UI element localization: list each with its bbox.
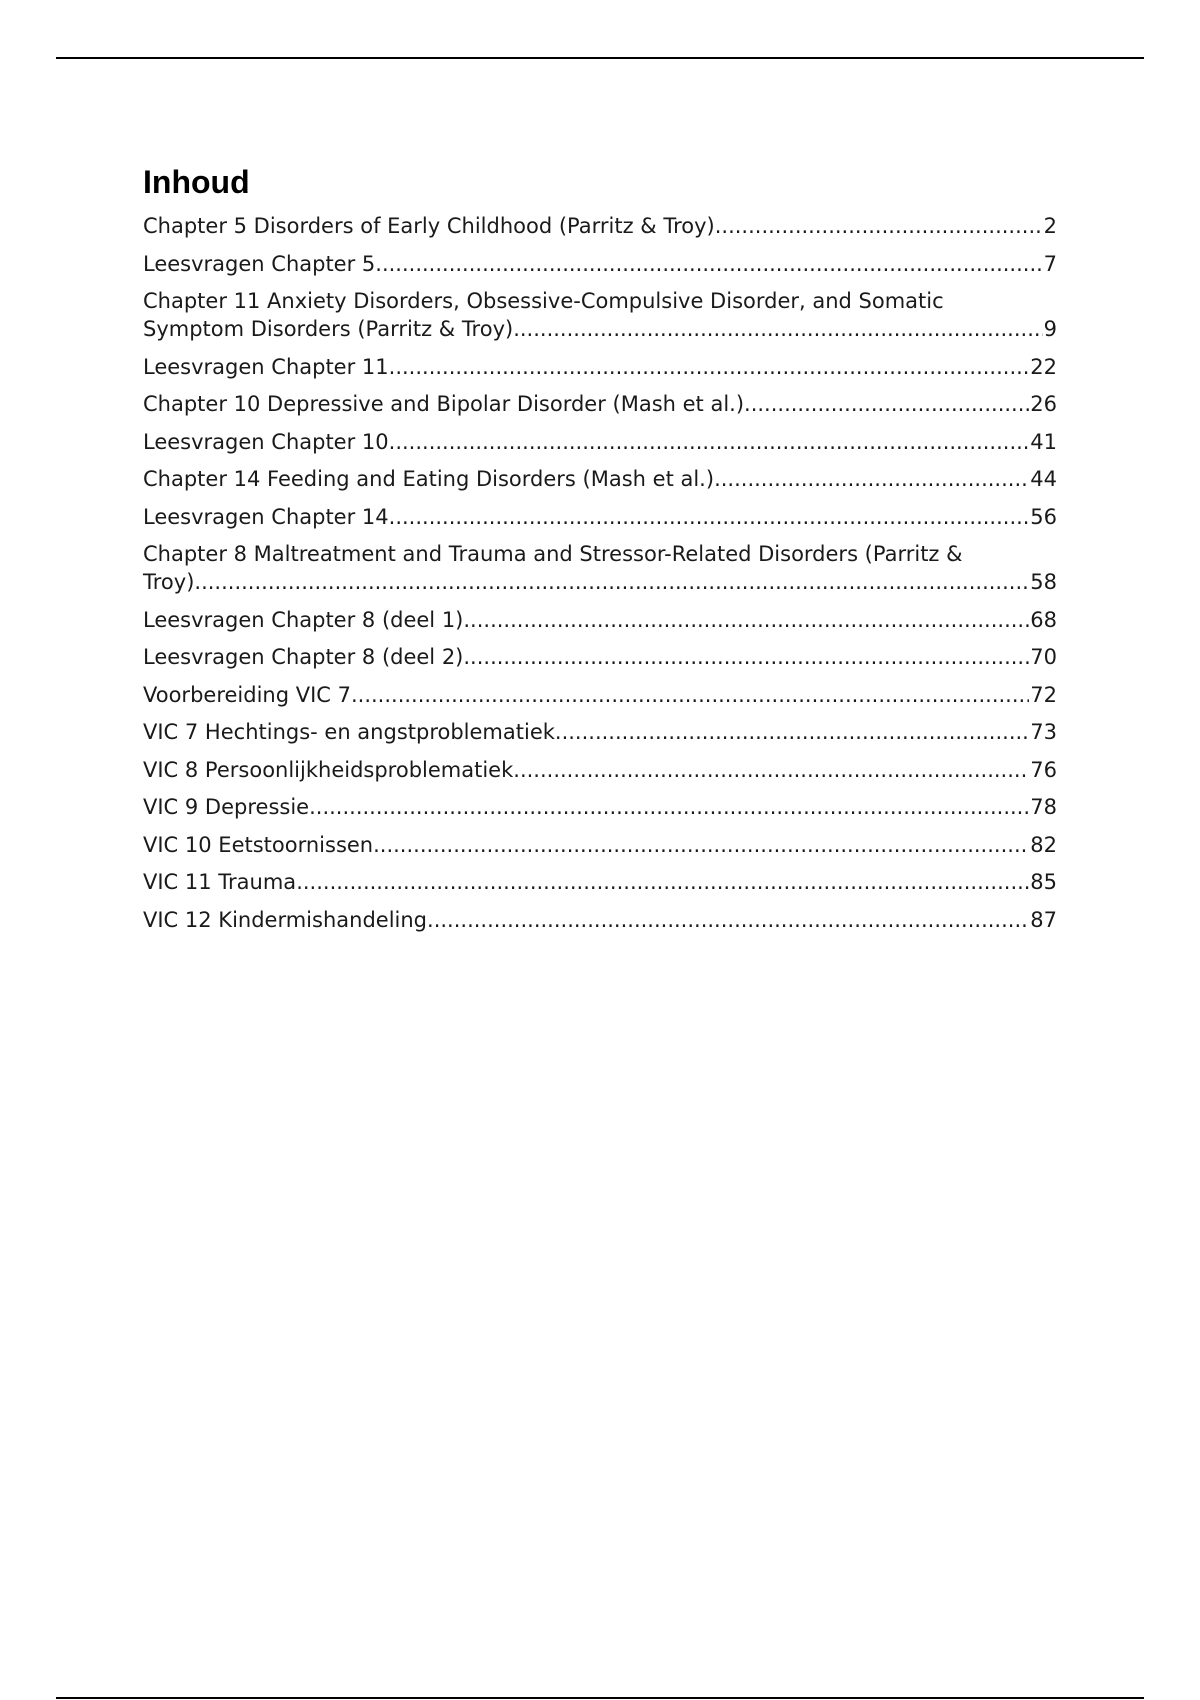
toc-entry-page: 76 [1030, 757, 1057, 782]
dot-leader [351, 681, 1029, 709]
toc-entry-text: VIC 7 Hechtings- en angstproblematiek [143, 720, 555, 744]
toc-entry-page: 85 [1030, 870, 1057, 894]
dot-leader [389, 503, 1030, 531]
toc-entry[interactable] [143, 793, 1057, 821]
toc-entry-text: VIC 12 Kindermishandeling [143, 907, 428, 932]
toc-entry-page: 41 [1030, 429, 1057, 454]
toc-entry[interactable] [143, 353, 1057, 381]
toc-entry[interactable] [143, 868, 1057, 896]
toc-entry[interactable] [143, 831, 1057, 859]
toc-list [143, 212, 1057, 934]
toc-entry-text-line2: Troy) [143, 570, 195, 594]
toc-entry-text: Leesvragen Chapter 14 [143, 504, 389, 529]
toc-entry-page: 68 [1030, 607, 1057, 632]
dot-leader [744, 390, 1029, 418]
table-of-contents [143, 162, 1057, 943]
dot-leader [555, 718, 1029, 746]
toc-entry[interactable] [143, 540, 1057, 596]
toc-entry-page: 26 [1030, 392, 1057, 416]
toc-entry[interactable] [143, 428, 1057, 456]
toc-entry-line2 [143, 568, 1057, 596]
dot-leader [714, 465, 1029, 493]
toc-entry-text: Leesvragen Chapter 8 (deel 1) [143, 607, 464, 632]
toc-entry-text: Leesvragen Chapter 8 (deel 2) [143, 645, 464, 669]
dot-leader [513, 315, 1042, 343]
toc-entry-page: 44 [1030, 467, 1057, 491]
toc-entry-text: Voorbereiding VIC 7 [143, 682, 351, 707]
toc-entry-text-line1: Chapter 11 Anxiety Disorders, Obsessive-Compulsive Disorder, and Somatic [143, 289, 944, 313]
toc-entry-text-line2: Symptom Disorders (Parritz & Troy) [143, 317, 514, 341]
dot-leader [463, 606, 1029, 634]
toc-entry-page: 56 [1030, 504, 1057, 529]
toc-entry[interactable] [143, 212, 1057, 240]
toc-entry[interactable] [143, 606, 1057, 634]
footer-rule [56, 1697, 1144, 1699]
dot-leader [373, 831, 1029, 859]
toc-entry[interactable] [143, 287, 1057, 343]
toc-entry-page: 82 [1030, 832, 1057, 857]
dot-leader [463, 643, 1029, 671]
dot-leader [427, 906, 1029, 934]
toc-entry-page: 72 [1030, 682, 1057, 707]
dot-leader [296, 868, 1029, 896]
toc-entry-text: Chapter 5 Disorders of Early Childhood (Parritz & Troy) [143, 214, 715, 238]
toc-entry[interactable] [143, 718, 1057, 746]
toc-entry[interactable] [143, 390, 1057, 418]
toc-entry[interactable] [143, 250, 1057, 278]
dot-leader [513, 756, 1029, 784]
dot-leader [389, 353, 1030, 381]
toc-entry-text: Chapter 10 Depressive and Bipolar Disorder (Mash et al.) [143, 392, 745, 416]
toc-entry-page: 87 [1030, 907, 1057, 932]
toc-entry-page: 2 [1043, 214, 1057, 238]
dot-leader [375, 250, 1042, 278]
toc-entry-text: VIC 11 Trauma [143, 870, 297, 894]
toc-entry-page: 70 [1030, 645, 1057, 669]
toc-entry[interactable] [143, 643, 1057, 671]
toc-title: Inhoud [143, 164, 250, 200]
toc-entry-text: Chapter 14 Feeding and Eating Disorders (Mash et al.) [143, 467, 715, 491]
toc-entry-text: VIC 10 Eetstoornissen [143, 832, 374, 857]
toc-entry[interactable] [143, 503, 1057, 531]
toc-entry-text-line1: Chapter 8 Maltreatment and Trauma and Stressor-Related Disorders (Parritz & [143, 542, 963, 566]
dot-leader [309, 793, 1029, 821]
toc-entry-line2 [143, 315, 1057, 343]
toc-entry-page: 9 [1043, 317, 1057, 341]
toc-entry-page: 73 [1030, 720, 1057, 744]
toc-entry-page: 22 [1030, 354, 1057, 379]
toc-entry-text: VIC 8 Persoonlijkheidsproblematiek [143, 757, 514, 782]
toc-entry[interactable] [143, 681, 1057, 709]
toc-entry[interactable] [143, 465, 1057, 493]
dot-leader [389, 428, 1030, 456]
header-rule [56, 57, 1144, 59]
toc-entry-text: Leesvragen Chapter 10 [143, 429, 389, 454]
toc-entry-page: 7 [1043, 251, 1057, 276]
dot-leader [715, 212, 1043, 240]
toc-entry-page: 58 [1030, 570, 1057, 594]
toc-entry-text: Leesvragen Chapter 5 [143, 251, 376, 276]
toc-entry-text: VIC 9 Depressie [143, 795, 310, 819]
toc-entry-page: 78 [1030, 795, 1057, 819]
toc-entry[interactable] [143, 906, 1057, 934]
toc-entry[interactable] [143, 756, 1057, 784]
toc-entry-text: Leesvragen Chapter 11 [143, 354, 389, 379]
dot-leader [194, 568, 1029, 596]
